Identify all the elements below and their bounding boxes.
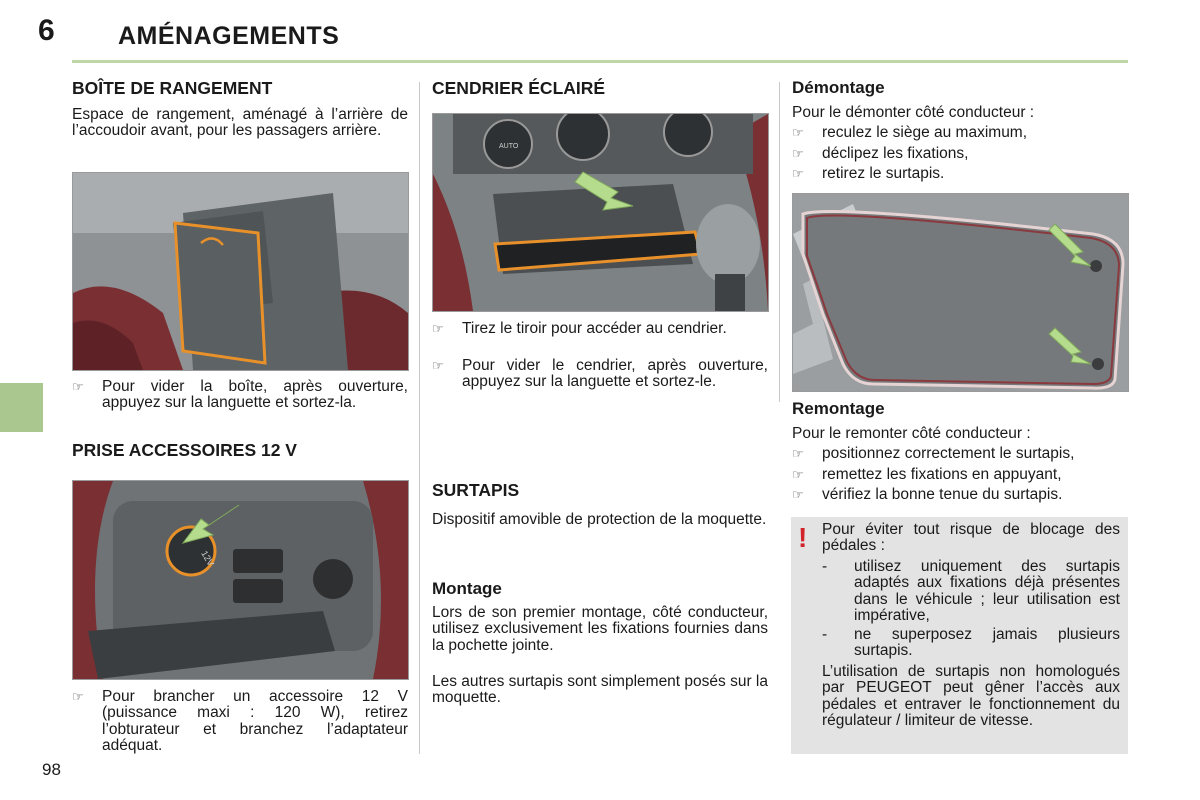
chapter-side-tab — [0, 383, 43, 432]
floor-mat-image — [792, 193, 1129, 392]
warning-dash-item: - utilisez uniquement des surtapis adaptés aux fixations déjà présentes dans le véhicule ; leur utilisation est impérative, — [822, 558, 1120, 624]
removal-bullet: ☞ reculez le siège au maximum, — [792, 124, 1028, 141]
chapter-title: AMÉNAGEMENTS — [118, 22, 340, 50]
socket-bullet — [72, 689, 408, 754]
socket-12v-label: 12V — [199, 549, 216, 568]
pointing-hand-icon: ☞ — [792, 487, 804, 502]
removal-bullet: ☞ retirez le surtapis. — [792, 165, 945, 182]
socket-title: PRISE ACCESSOIRES 12 V — [72, 440, 297, 460]
socket-bullet-text: Pour brancher un accessoire 12 V (puissance maxi : 120 W), retirez l’obturateur et branchez l’adaptateur adéquat. — [102, 688, 408, 754]
refit-bullet: ☞ positionnez correctement le surtapis, — [792, 445, 1075, 462]
warning-dash-item: - ne superposez jamais plusieurs surtapis. — [822, 626, 1120, 660]
socket-image — [72, 480, 409, 680]
mat-title: SURTAPIS — [432, 480, 520, 500]
refit-intro: Pour le remonter côté conducteur : — [792, 425, 1031, 442]
warning-intro: Pour éviter tout risque de blocage des pédales : — [822, 521, 1120, 555]
removal-title: Démontage — [792, 78, 885, 97]
storage-bullet — [72, 379, 408, 412]
removal-bullet: ☞ déclipez les fixations, — [792, 145, 969, 162]
column-divider — [419, 82, 420, 754]
ashtray-bullet-2 — [432, 358, 768, 391]
storage-intro: Espace de rangement, aménagé à l’arrière de l’accoudoir avant, pour les passagers arrière. — [72, 106, 408, 140]
removal-intro: Pour le démonter côté conducteur : — [792, 104, 1035, 121]
warning-closing: L’utilisation de surtapis non homologués par PEUGEOT peut gêner l’accès aux pédales et entraver le fonctionnement du régulateur / limiteur de vitesse. — [822, 663, 1120, 729]
header-rule — [72, 60, 1128, 63]
ashtray-bullet-text: Pour vider le cendrier, après ouverture, appuyez sur la languette et sortez-le. — [462, 357, 768, 391]
column-divider — [779, 82, 780, 402]
ashtray-bullet-1 — [432, 321, 768, 337]
fitting-paragraph-2: Les autres surtapis sont simplement posés sur la moquette. — [432, 673, 768, 707]
auto-label: AUTO — [499, 143, 519, 150]
pointing-hand-icon: ☞ — [792, 166, 804, 181]
storage-bullet-text: Pour vider la boîte, après ouverture, appuyez sur la languette et sortez-la. — [102, 378, 408, 412]
chapter-number: 6 — [38, 14, 55, 47]
storage-box-image — [72, 172, 409, 371]
refit-bullet: ☞ vérifiez la bonne tenue du surtapis. — [792, 486, 1063, 503]
pointing-hand-icon: ☞ — [792, 146, 804, 161]
refit-title: Remontage — [792, 399, 885, 418]
pointing-hand-icon: ☞ — [432, 321, 444, 336]
pointing-hand-icon: ☞ — [72, 379, 84, 394]
pointing-hand-icon: ☞ — [792, 125, 804, 140]
ashtray-bullet-text: Tirez le tiroir pour accéder au cendrier. — [462, 320, 727, 337]
refit-bullet: ☞ remettez les fixations en appuyant, — [792, 466, 1062, 483]
pointing-hand-icon: ☞ — [72, 689, 84, 704]
page-number: 98 — [42, 760, 61, 779]
mat-intro: Dispositif amovible de protection de la moquette. — [432, 511, 767, 528]
ashtray-title: CENDRIER ÉCLAIRÉ — [432, 78, 606, 98]
fitting-paragraph-1: Lors de son premier montage, côté conducteur, utilisez exclusivement les fixations fournies dans la pochette jointe. — [432, 604, 768, 654]
pointing-hand-icon: ☞ — [432, 358, 444, 373]
warning-exclamation-icon: ! — [798, 522, 808, 553]
fitting-title: Montage — [432, 579, 502, 598]
pointing-hand-icon: ☞ — [792, 467, 804, 482]
ashtray-image — [432, 113, 769, 312]
pointing-hand-icon: ☞ — [792, 446, 804, 461]
storage-title: BOÎTE DE RANGEMENT — [72, 78, 273, 98]
